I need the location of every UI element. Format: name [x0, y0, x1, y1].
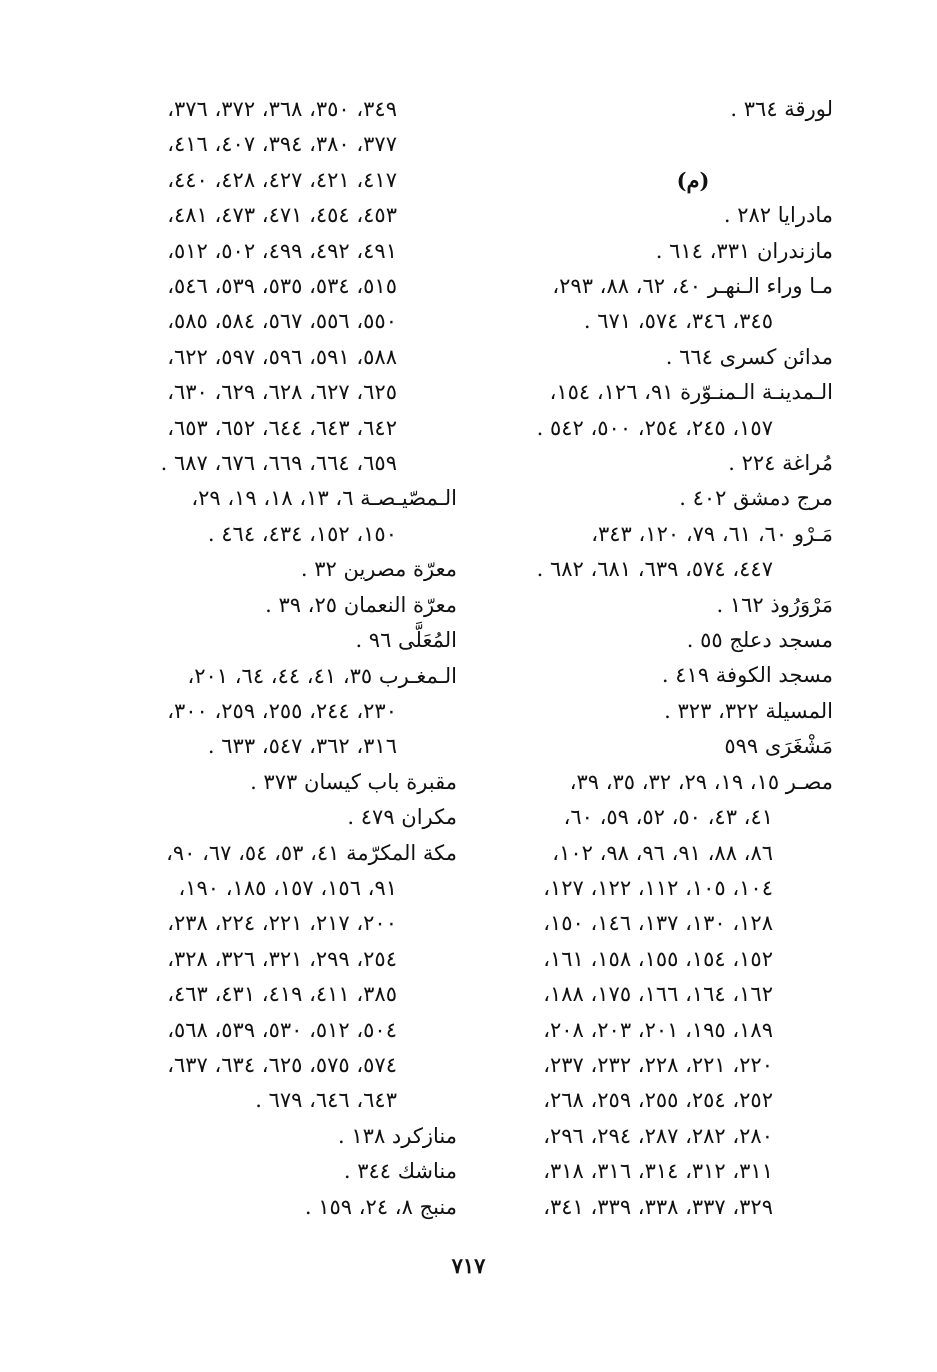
- index-continuation-line: ٦٤٢، ٦٤٣، ٦٤٤، ٦٥٢، ٦٥٣،: [167, 415, 397, 440]
- index-entry: مكران ٤٧٩ .: [347, 805, 457, 830]
- index-continuation-line: ٤١٧، ٤٢١، ٤٢٧، ٤٢٨، ٤٤٠،: [167, 167, 397, 192]
- index-continuation-line: ١٢٨، ١٣٠، ١٣٧، ١٤٦، ١٥٠،: [543, 911, 773, 936]
- index-entry: مَرْوَرُوذ ١٦٢ .: [716, 592, 833, 617]
- index-entry: معرّة مصرين ٣٢ .: [300, 557, 457, 582]
- index-entry: مناشك ٣٤٤ .: [343, 1159, 457, 1184]
- index-continuation-line: ١٠٤، ١٠٥، ١١٢، ١٢٢، ١٢٧،: [543, 875, 773, 900]
- blank-line: [503, 127, 833, 162]
- index-continuation-line: ٢٣٠، ٢٤٤، ٢٥٥، ٢٥٩، ٣٠٠،: [167, 698, 397, 723]
- index-entry: مرج دمشق ٤٠٢ .: [679, 486, 833, 511]
- index-entry: الـمصّيـصـة ٦، ١٣، ١٨، ١٩، ٢٩،: [191, 486, 457, 511]
- index-entry: معرّة النعمان ٢٥، ٣٩ .: [265, 592, 457, 617]
- index-entry: منازكرد ١٣٨ .: [338, 1123, 457, 1148]
- index-continuation-line: ١٥٠، ١٥٢، ٤٣٤، ٤٦٤ .: [207, 521, 397, 546]
- index-entry: مادرايا ٢٨٢ .: [723, 203, 833, 228]
- index-continuation-line: ٣٤٥، ٣٤٦، ٥٧٤، ٦٧١ .: [583, 309, 773, 334]
- index-entry: لورقة ٣٦٤ .: [730, 97, 833, 121]
- left-column: [127, 92, 457, 1225]
- index-entry: مازندران ٣٣١، ٦١٤ .: [655, 238, 833, 263]
- index-continuation-line: ٣١٦، ٣٦٢، ٥٤٧، ٦٣٣ .: [207, 734, 397, 759]
- index-entry: مُراغة ٢٢٤ .: [728, 451, 833, 476]
- index-entry: الـمغـرب ٣٥، ٤١، ٤٤، ٦٤، ٢٠١،: [187, 663, 457, 688]
- index-entry: مـا وراء الـنهـر ٤٠، ٦٢، ٨٨، ٢٩٣،: [552, 274, 833, 299]
- index-continuation-line: ٢٨٠، ٢٨٢، ٢٨٧، ٢٩٤، ٢٩٦،: [543, 1123, 773, 1148]
- index-continuation-line: ٢٠٠، ٢١٧، ٢٢١، ٢٢٤، ٢٣٨،: [167, 911, 397, 936]
- index-continuation-line: ٥١٥، ٥٣٤، ٥٣٥، ٥٣٩، ٥٤٦،: [167, 274, 397, 299]
- index-continuation-line: ٣٧٧، ٣٨٠، ٣٩٤، ٤٠٧، ٤١٦،: [167, 132, 397, 157]
- index-entry: مقبرة باب كيسان ٣٧٣ .: [250, 769, 457, 794]
- index-continuation-line: ١٨٩، ١٩٥، ٢٠١، ٢٠٣، ٢٠٨،: [543, 1017, 773, 1042]
- index-continuation-line: ٤٩١، ٤٩٢، ٤٩٩، ٥٠٢، ٥١٢،: [167, 238, 397, 263]
- index-continuation-line: ٦٢٥، ٦٢٧، ٦٢٨، ٦٢٩، ٦٣٠،: [167, 380, 397, 405]
- index-continuation-line: ٣١١، ٣١٢، ٣١٤، ٣١٦، ٣١٨،: [543, 1159, 773, 1184]
- index-continuation-line: ٨٦، ٨٨، ٩١، ٩٦، ٩٨، ١٠٢،: [552, 840, 773, 865]
- index-continuation-line: ٦٤٣، ٦٤٦، ٦٧٩ .: [255, 1088, 397, 1113]
- index-continuation-line: ٤٤٧، ٥٧٤، ٦٣٩، ٦٨١، ٦٨٢ .: [536, 557, 773, 582]
- index-continuation-line: ٦٥٩، ٦٦٤، ٦٦٩، ٦٧٦، ٦٨٧ .: [160, 451, 397, 476]
- index-continuation-line: ٥٠٤، ٥١٢، ٥٣٠، ٥٣٩، ٥٦٨،: [167, 1017, 397, 1042]
- index-entry: مَشْغَرَى ٥٩٩: [724, 734, 833, 759]
- index-continuation-line: ٤١، ٤٣، ٥٠، ٥٢، ٥٩، ٦٠،: [563, 805, 773, 830]
- section-heading: (م): [676, 167, 710, 193]
- right-column: [503, 92, 833, 1225]
- index-continuation-line: ١٦٢، ١٦٤، ١٦٦، ١٧٥، ١٨٨،: [543, 982, 773, 1007]
- index-entry: المسيلة ٣٢٢، ٣٢٣ .: [664, 698, 833, 723]
- index-continuation-line: ٥٨٨، ٥٩١، ٥٩٦، ٥٩٧، ٦٢٢،: [167, 344, 397, 369]
- index-continuation-line: ٣٤٩، ٣٥٠، ٣٦٨، ٣٧٢، ٣٧٦،: [167, 97, 397, 121]
- index-entry: مصـر ١٥، ١٩، ٢٩، ٣٢، ٣٥، ٣٩،: [569, 769, 833, 794]
- index-entry: الـمدينـة الـمنـوّرة ٩١، ١٢٦، ١٥٤،: [549, 380, 833, 405]
- index-continuation-line: ٢٥٢، ٢٥٤، ٢٥٥، ٢٥٩، ٢٦٨،: [543, 1088, 773, 1113]
- index-continuation-line: ٥٧٤، ٥٧٥، ٦٢٥، ٦٣٤، ٦٣٧،: [167, 1052, 397, 1077]
- index-entry: مسجد دعلج ٥٥ .: [686, 628, 833, 653]
- index-entry: مَـرْو ٦٠، ٦١، ٧٩، ١٢٠، ٣٤٣،: [591, 521, 833, 546]
- index-continuation-line: ٢٢٠، ٢٢١، ٢٢٨، ٢٣٢، ٢٣٧،: [543, 1052, 773, 1077]
- index-entry: مكة المكرّمة ٤١، ٥٣، ٥٤، ٦٧، ٩٠،: [166, 840, 457, 865]
- index-continuation-line: ٥٥٠، ٥٥٦، ٥٦٧، ٥٨٤، ٥٨٥،: [167, 309, 397, 334]
- index-entry: منبج ٨، ٢٤، ١٥٩ .: [304, 1194, 457, 1219]
- index-entry: المُعَلَّى ٩٦ .: [355, 628, 457, 653]
- index-continuation-line: ٣٨٥، ٤١١، ٤١٩، ٤٣١، ٤٦٣،: [167, 982, 397, 1007]
- index-continuation-line: ١٥٢، ١٥٤، ١٥٥، ١٥٨، ١٦١،: [543, 946, 773, 971]
- index-continuation-line: ٣٢٩، ٣٣٧، ٣٣٨، ٣٣٩، ٣٤١،: [543, 1194, 773, 1219]
- index-continuation-line: ٩١، ١٥٦، ١٥٧، ١٨٥، ١٩٠،: [178, 875, 397, 900]
- index-continuation-line: ١٥٧، ٢٤٥، ٢٥٤، ٥٠٠، ٥٤٢ .: [536, 415, 773, 440]
- index-continuation-line: ٢٥٤، ٢٩٩، ٣٢١، ٣٢٦، ٣٢٨،: [167, 946, 397, 971]
- index-continuation-line: ٤٥٣، ٤٥٤، ٤٧١، ٤٧٣، ٤٨١،: [167, 203, 397, 228]
- index-entry: مسجد الكوفة ٤١٩ .: [661, 663, 833, 688]
- index-entry: مدائن كسرى ٦٦٤ .: [665, 344, 833, 369]
- page-number: ٧١٧: [451, 1253, 486, 1278]
